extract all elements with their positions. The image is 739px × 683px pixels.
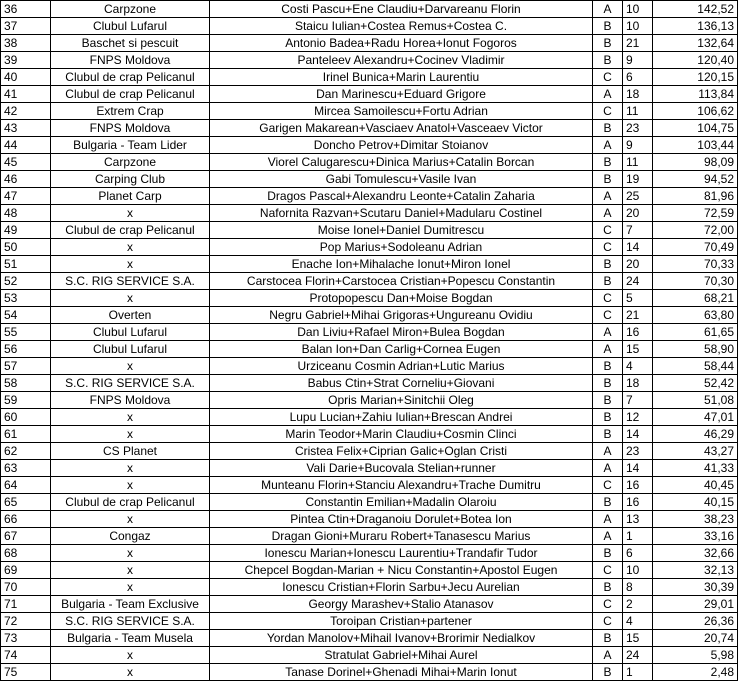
team-members-cell: Cristea Felix+Ciprian Galic+Oglan Cristi	[210, 443, 593, 460]
table-row	[1, 443, 738, 460]
rank-cell: 45	[1, 154, 51, 171]
sector-cell: C	[593, 613, 623, 630]
team-members-cell: Stratulat Gabriel+Mihai Aurel	[210, 647, 593, 664]
weight-cell: 20,74	[653, 630, 738, 647]
club-cell: Clubul de crap Pelicanul	[51, 86, 210, 103]
weight-cell: 32,66	[653, 545, 738, 562]
team-members-cell: Opris Marian+Sinitchii Oleg	[210, 392, 593, 409]
weight-cell: 94,52	[653, 171, 738, 188]
table-row	[1, 137, 738, 154]
stand-cell: 24	[623, 273, 653, 290]
weight-cell: 58,90	[653, 341, 738, 358]
table-row	[1, 545, 738, 562]
table-row	[1, 341, 738, 358]
table-row	[1, 375, 738, 392]
sector-cell: C	[593, 239, 623, 256]
weight-cell: 72,59	[653, 205, 738, 222]
club-cell: x	[51, 239, 210, 256]
stand-cell: 15	[623, 630, 653, 647]
team-members-cell: Tanase Dorinel+Ghenadi Mihai+Marin Ionut	[210, 664, 593, 681]
sector-cell: A	[593, 460, 623, 477]
team-members-cell: Carstocea Florin+Carstocea Cristian+Popescu Constantin	[210, 273, 593, 290]
team-members-cell: Moise Ionel+Daniel Dumitrescu	[210, 222, 593, 239]
team-members-cell: Yordan Manolov+Mihail Ivanov+Brorimir Nedialkov	[210, 630, 593, 647]
team-members-cell: Negru Gabriel+Mihai Grigoras+Ungureanu Ovidiu	[210, 307, 593, 324]
sector-cell: C	[593, 222, 623, 239]
rank-cell: 38	[1, 35, 51, 52]
sector-cell: B	[593, 409, 623, 426]
table-row	[1, 596, 738, 613]
rank-cell: 47	[1, 188, 51, 205]
club-cell: Clubul Lufarul	[51, 324, 210, 341]
club-cell: x	[51, 409, 210, 426]
weight-cell: 32,13	[653, 562, 738, 579]
sector-cell: B	[593, 52, 623, 69]
table-row	[1, 392, 738, 409]
sector-cell: C	[593, 477, 623, 494]
club-cell: Bulgaria - Team Exclusive	[51, 596, 210, 613]
stand-cell: 10	[623, 1, 653, 18]
team-members-cell: Staicu Iulian+Costea Remus+Costea C.	[210, 18, 593, 35]
stand-cell: 19	[623, 171, 653, 188]
rank-cell: 44	[1, 137, 51, 154]
sector-cell: B	[593, 256, 623, 273]
team-members-cell: Ionescu Marian+Ionescu Laurentiu+Trandafir Tudor	[210, 545, 593, 562]
rank-cell: 54	[1, 307, 51, 324]
club-cell: Clubul Lufarul	[51, 18, 210, 35]
sector-cell: B	[593, 120, 623, 137]
sector-cell: A	[593, 647, 623, 664]
team-members-cell: Munteanu Florin+Stanciu Alexandru+Trache Dumitru	[210, 477, 593, 494]
team-members-cell: Dan Liviu+Rafael Miron+Bulea Bogdan	[210, 324, 593, 341]
weight-cell: 33,16	[653, 528, 738, 545]
team-members-cell: Nafornita Razvan+Scutaru Daniel+Madularu Costinel	[210, 205, 593, 222]
club-cell: Congaz	[51, 528, 210, 545]
team-members-cell: Viorel Calugarescu+Dinica Marius+Catalin Borcan	[210, 154, 593, 171]
sector-cell: B	[593, 494, 623, 511]
team-members-cell: Balan Ion+Dan Carlig+Cornea Eugen	[210, 341, 593, 358]
rank-cell: 68	[1, 545, 51, 562]
weight-cell: 142,52	[653, 1, 738, 18]
results-body	[1, 1, 738, 681]
rank-cell: 41	[1, 86, 51, 103]
weight-cell: 29,01	[653, 596, 738, 613]
table-row	[1, 154, 738, 171]
stand-cell: 7	[623, 392, 653, 409]
team-members-cell: Chepcel Bogdan-Marian + Nicu Constantin+Apostol Eugen	[210, 562, 593, 579]
table-row	[1, 409, 738, 426]
rank-cell: 39	[1, 52, 51, 69]
stand-cell: 14	[623, 239, 653, 256]
sector-cell: B	[593, 18, 623, 35]
sector-cell: B	[593, 154, 623, 171]
club-cell: x	[51, 664, 210, 681]
club-cell: x	[51, 545, 210, 562]
team-members-cell: Lupu Lucian+Zahiu Iulian+Brescan Andrei	[210, 409, 593, 426]
weight-cell: 70,49	[653, 239, 738, 256]
weight-cell: 106,62	[653, 103, 738, 120]
rank-cell: 57	[1, 358, 51, 375]
team-members-cell: Antonio Badea+Radu Horea+Ionut Fogoros	[210, 35, 593, 52]
rank-cell: 61	[1, 426, 51, 443]
stand-cell: 4	[623, 613, 653, 630]
weight-cell: 30,39	[653, 579, 738, 596]
sector-cell: B	[593, 392, 623, 409]
stand-cell: 24	[623, 647, 653, 664]
team-members-cell: Dragan Gioni+Muraru Robert+Tanasescu Marius	[210, 528, 593, 545]
club-cell: x	[51, 647, 210, 664]
team-members-cell: Gabi Tomulescu+Vasile Ivan	[210, 171, 593, 188]
table-row	[1, 205, 738, 222]
table-row	[1, 630, 738, 647]
sector-cell: A	[593, 86, 623, 103]
table-row	[1, 647, 738, 664]
rank-cell: 73	[1, 630, 51, 647]
rank-cell: 56	[1, 341, 51, 358]
weight-cell: 51,08	[653, 392, 738, 409]
stand-cell: 7	[623, 222, 653, 239]
club-cell: x	[51, 460, 210, 477]
club-cell: x	[51, 256, 210, 273]
sector-cell: C	[593, 596, 623, 613]
table-row	[1, 120, 738, 137]
weight-cell: 70,33	[653, 256, 738, 273]
table-row	[1, 511, 738, 528]
club-cell: Extrem Crap	[51, 103, 210, 120]
table-row	[1, 239, 738, 256]
club-cell: S.C. RIG SERVICE S.A.	[51, 273, 210, 290]
rank-cell: 50	[1, 239, 51, 256]
table-row	[1, 324, 738, 341]
weight-cell: 113,84	[653, 86, 738, 103]
weight-cell: 38,23	[653, 511, 738, 528]
stand-cell: 11	[623, 103, 653, 120]
team-members-cell: Toroipan Cristian+partener	[210, 613, 593, 630]
table-row	[1, 426, 738, 443]
table-row	[1, 1, 738, 18]
weight-cell: 98,09	[653, 154, 738, 171]
team-members-cell: Marin Teodor+Marin Claudiu+Cosmin Clinci	[210, 426, 593, 443]
table-row	[1, 528, 738, 545]
rank-cell: 49	[1, 222, 51, 239]
sector-cell: B	[593, 545, 623, 562]
club-cell: Carping Club	[51, 171, 210, 188]
rank-cell: 67	[1, 528, 51, 545]
stand-cell: 1	[623, 528, 653, 545]
club-cell: x	[51, 205, 210, 222]
weight-cell: 26,36	[653, 613, 738, 630]
stand-cell: 11	[623, 154, 653, 171]
weight-cell: 63,80	[653, 307, 738, 324]
team-members-cell: Dragos Pascal+Alexandru Leonte+Catalin Zaharia	[210, 188, 593, 205]
table-row	[1, 69, 738, 86]
table-row	[1, 562, 738, 579]
weight-cell: 120,15	[653, 69, 738, 86]
sector-cell: B	[593, 664, 623, 681]
rank-cell: 40	[1, 69, 51, 86]
club-cell: Clubul Lufarul	[51, 341, 210, 358]
rank-cell: 48	[1, 205, 51, 222]
club-cell: x	[51, 426, 210, 443]
team-members-cell: Protopopescu Dan+Moise Bogdan	[210, 290, 593, 307]
table-row	[1, 307, 738, 324]
weight-cell: 58,44	[653, 358, 738, 375]
rank-cell: 72	[1, 613, 51, 630]
sector-cell: B	[593, 35, 623, 52]
club-cell: FNPS Moldova	[51, 392, 210, 409]
stand-cell: 20	[623, 205, 653, 222]
club-cell: Carpzone	[51, 1, 210, 18]
stand-cell: 23	[623, 120, 653, 137]
stand-cell: 16	[623, 324, 653, 341]
table-row	[1, 358, 738, 375]
table-row	[1, 256, 738, 273]
stand-cell: 21	[623, 35, 653, 52]
club-cell: x	[51, 290, 210, 307]
team-members-cell: Constantin Emilian+Madalin Olaroiu	[210, 494, 593, 511]
weight-cell: 5,98	[653, 647, 738, 664]
sector-cell: B	[593, 171, 623, 188]
weight-cell: 120,40	[653, 52, 738, 69]
team-members-cell: Pop Marius+Sodoleanu Adrian	[210, 239, 593, 256]
rank-cell: 74	[1, 647, 51, 664]
weight-cell: 52,42	[653, 375, 738, 392]
table-row	[1, 477, 738, 494]
team-members-cell: Irinel Bunica+Marin Laurentiu	[210, 69, 593, 86]
rank-cell: 46	[1, 171, 51, 188]
stand-cell: 25	[623, 188, 653, 205]
sector-cell: A	[593, 205, 623, 222]
sector-cell: B	[593, 426, 623, 443]
weight-cell: 61,65	[653, 324, 738, 341]
club-cell: x	[51, 511, 210, 528]
stand-cell: 6	[623, 545, 653, 562]
sector-cell: C	[593, 307, 623, 324]
sector-cell: A	[593, 443, 623, 460]
team-members-cell: Costi Pascu+Ene Claudiu+Darvareanu Florin	[210, 1, 593, 18]
stand-cell: 20	[623, 256, 653, 273]
sector-cell: B	[593, 375, 623, 392]
weight-cell: 40,45	[653, 477, 738, 494]
stand-cell: 9	[623, 137, 653, 154]
club-cell: CS Planet	[51, 443, 210, 460]
team-members-cell: Dan Marinescu+Eduard Grigore	[210, 86, 593, 103]
table-row	[1, 579, 738, 596]
rank-cell: 53	[1, 290, 51, 307]
weight-cell: 46,29	[653, 426, 738, 443]
sector-cell: A	[593, 511, 623, 528]
club-cell: x	[51, 579, 210, 596]
stand-cell: 14	[623, 426, 653, 443]
sector-cell: C	[593, 103, 623, 120]
table-row	[1, 35, 738, 52]
team-members-cell: Babus Ctin+Strat Corneliu+Giovani	[210, 375, 593, 392]
rank-cell: 70	[1, 579, 51, 596]
stand-cell: 10	[623, 562, 653, 579]
weight-cell: 2,48	[653, 664, 738, 681]
club-cell: Carpzone	[51, 154, 210, 171]
stand-cell: 12	[623, 409, 653, 426]
stand-cell: 9	[623, 52, 653, 69]
club-cell: Planet Carp	[51, 188, 210, 205]
rank-cell: 42	[1, 103, 51, 120]
table-row	[1, 18, 738, 35]
rank-cell: 55	[1, 324, 51, 341]
weight-cell: 72,00	[653, 222, 738, 239]
sector-cell: C	[593, 69, 623, 86]
sector-cell: A	[593, 1, 623, 18]
team-members-cell: Georgy Marashev+Stalio Atanasov	[210, 596, 593, 613]
stand-cell: 18	[623, 86, 653, 103]
stand-cell: 15	[623, 341, 653, 358]
team-members-cell: Mircea Samoilescu+Fortu Adrian	[210, 103, 593, 120]
rank-cell: 51	[1, 256, 51, 273]
club-cell: Clubul de crap Pelicanul	[51, 69, 210, 86]
rank-cell: 63	[1, 460, 51, 477]
club-cell: Overten	[51, 307, 210, 324]
rank-cell: 64	[1, 477, 51, 494]
table-row	[1, 171, 738, 188]
table-row	[1, 290, 738, 307]
sector-cell: A	[593, 137, 623, 154]
team-members-cell: Vali Darie+Bucovala Stelian+runner	[210, 460, 593, 477]
club-cell: Bulgaria - Team Lider	[51, 137, 210, 154]
rank-cell: 69	[1, 562, 51, 579]
rank-cell: 59	[1, 392, 51, 409]
weight-cell: 103,44	[653, 137, 738, 154]
team-members-cell: Doncho Petrov+Dimitar Stoianov	[210, 137, 593, 154]
table-row	[1, 222, 738, 239]
table-row	[1, 664, 738, 681]
rank-cell: 71	[1, 596, 51, 613]
weight-cell: 81,96	[653, 188, 738, 205]
sector-cell: A	[593, 324, 623, 341]
club-cell: Clubul de crap Pelicanul	[51, 222, 210, 239]
sector-cell: C	[593, 290, 623, 307]
rank-cell: 36	[1, 1, 51, 18]
club-cell: FNPS Moldova	[51, 120, 210, 137]
club-cell: Clubul de crap Pelicanul	[51, 494, 210, 511]
weight-cell: 40,15	[653, 494, 738, 511]
table-row	[1, 188, 738, 205]
team-members-cell: Ionescu Cristian+Florin Sarbu+Jecu Aurelian	[210, 579, 593, 596]
weight-cell: 68,21	[653, 290, 738, 307]
weight-cell: 47,01	[653, 409, 738, 426]
stand-cell: 23	[623, 443, 653, 460]
rank-cell: 58	[1, 375, 51, 392]
stand-cell: 10	[623, 18, 653, 35]
team-members-cell: Enache Ion+Mihalache Ionut+Miron Ionel	[210, 256, 593, 273]
rank-cell: 75	[1, 664, 51, 681]
rank-cell: 60	[1, 409, 51, 426]
weight-cell: 41,33	[653, 460, 738, 477]
club-cell: FNPS Moldova	[51, 52, 210, 69]
table-row	[1, 52, 738, 69]
sector-cell: C	[593, 562, 623, 579]
team-members-cell: Pintea Ctin+Draganoiu Dorulet+Botea Ion	[210, 511, 593, 528]
stand-cell: 8	[623, 579, 653, 596]
team-members-cell: Panteleev Alexandru+Cocinev Vladimir	[210, 52, 593, 69]
rank-cell: 66	[1, 511, 51, 528]
sector-cell: A	[593, 188, 623, 205]
weight-cell: 132,64	[653, 35, 738, 52]
sector-cell: B	[593, 358, 623, 375]
table-row	[1, 494, 738, 511]
stand-cell: 16	[623, 477, 653, 494]
rank-cell: 62	[1, 443, 51, 460]
stand-cell: 5	[623, 290, 653, 307]
table-row	[1, 460, 738, 477]
stand-cell: 13	[623, 511, 653, 528]
rank-cell: 52	[1, 273, 51, 290]
club-cell: Bulgaria - Team Musela	[51, 630, 210, 647]
team-members-cell: Garigen Makarean+Vasciaev Anatol+Vasceaev Victor	[210, 120, 593, 137]
club-cell: S.C. RIG SERVICE S.A.	[51, 375, 210, 392]
rank-cell: 37	[1, 18, 51, 35]
weight-cell: 43,27	[653, 443, 738, 460]
sector-cell: A	[593, 528, 623, 545]
rank-cell: 43	[1, 120, 51, 137]
club-cell: S.C. RIG SERVICE S.A.	[51, 613, 210, 630]
stand-cell: 21	[623, 307, 653, 324]
table-row	[1, 613, 738, 630]
rank-cell: 65	[1, 494, 51, 511]
club-cell: x	[51, 358, 210, 375]
table-row	[1, 86, 738, 103]
stand-cell: 16	[623, 494, 653, 511]
weight-cell: 70,30	[653, 273, 738, 290]
club-cell: x	[51, 562, 210, 579]
stand-cell: 2	[623, 596, 653, 613]
table-row	[1, 273, 738, 290]
table-row	[1, 103, 738, 120]
club-cell: x	[51, 477, 210, 494]
stand-cell: 4	[623, 358, 653, 375]
club-cell: Baschet si pescuit	[51, 35, 210, 52]
stand-cell: 14	[623, 460, 653, 477]
stand-cell: 6	[623, 69, 653, 86]
sector-cell: B	[593, 579, 623, 596]
sector-cell: A	[593, 341, 623, 358]
stand-cell: 18	[623, 375, 653, 392]
weight-cell: 104,75	[653, 120, 738, 137]
sector-cell: B	[593, 273, 623, 290]
team-members-cell: Urziceanu Cosmin Adrian+Lutic Marius	[210, 358, 593, 375]
weight-cell: 136,13	[653, 18, 738, 35]
stand-cell: 1	[623, 664, 653, 681]
sector-cell: B	[593, 630, 623, 647]
